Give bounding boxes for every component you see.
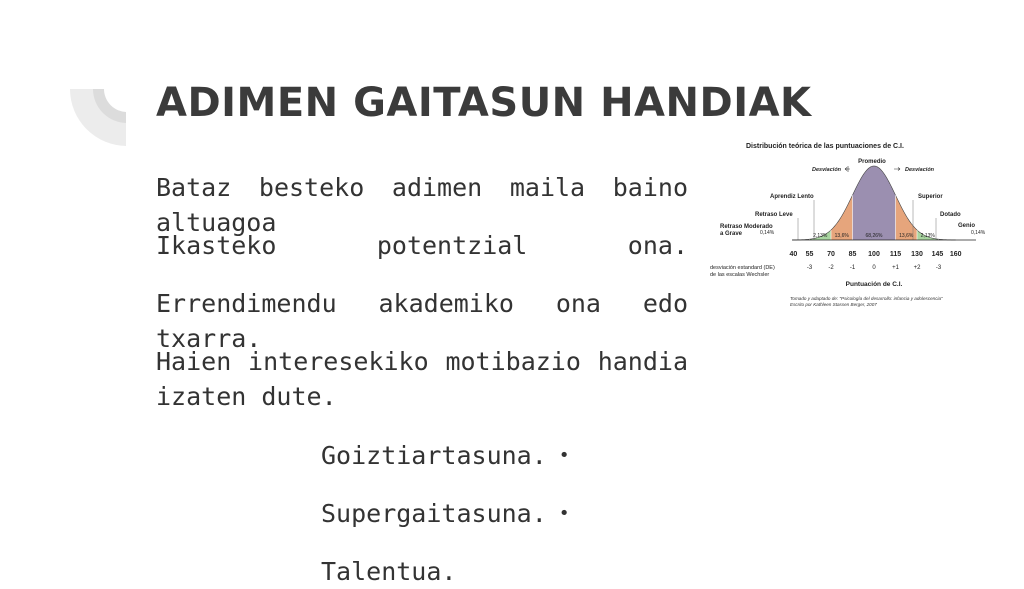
pct-band-label: 2,13% [920, 233, 935, 239]
bullet-item: Errendimendu akademiko ona edo txarra. [156, 289, 688, 353]
iq-distribution-svg [708, 136, 994, 314]
iq-tick-labels [789, 251, 961, 258]
pct-band-label: 13,6% [899, 233, 914, 239]
arrow-left-icon [845, 168, 850, 171]
bullet-item: Bataz besteko adimen maila baino altuagoa [156, 173, 688, 237]
sub-item-label: Goiztiartasuna. [321, 441, 547, 470]
sd-tick-label: -3 [806, 265, 813, 271]
label-retraso-moderado: Retraso Moderado [720, 224, 773, 230]
figure-title: Distribución teórica de las puntuaciones de C.I. [746, 143, 904, 150]
iq-distribution-figure [708, 136, 994, 314]
iq-tick-label: 160 [949, 251, 962, 258]
label-desviacion-left: Desviación [812, 167, 842, 173]
iq-tick-label: 130 [911, 251, 923, 258]
arrow-right-icon [894, 168, 900, 171]
bullet-item: Haien interesekiko motibazio handia izaten dute. [156, 347, 688, 411]
source-line: Tomado y adaptado de: "Psicología del desarrollo: infancia y adolescencia" [790, 296, 943, 301]
sd-tick-label: -2 [828, 265, 834, 271]
iq-tick-label: 70 [827, 251, 835, 258]
sd-tick-label: -1 [849, 265, 856, 271]
label-superior: Superior [918, 194, 943, 200]
label-a-grave: a Grave [720, 231, 743, 237]
iq-tick-label: 115 [889, 251, 902, 258]
label-genio: Genio [958, 223, 976, 229]
x-axis-label: Puntuación de C.I. [845, 281, 903, 288]
corner-decoration [70, 89, 126, 146]
bullet-dot-icon: • [558, 445, 570, 466]
iq-tick-label: 55 [805, 251, 814, 258]
sub-item [321, 496, 570, 531]
iq-tick-label: 145 [931, 251, 944, 258]
pct-band-label: 13,6% [834, 233, 849, 239]
curve-band-center [853, 166, 896, 240]
bullet-dot-icon: • [558, 503, 570, 524]
source-line: Escrito por Kathleen Stassen Berger, 2007 [790, 302, 877, 307]
bullet-item: Ikasteko potentzial ona. [156, 231, 688, 260]
label-desviacion-right: Desviación [905, 167, 935, 173]
sd-tick-label: +2 [913, 265, 921, 271]
sd-tick-label: 0 [872, 265, 876, 271]
pct-tail-left: 0,14% [760, 230, 775, 236]
sd-tick-label: +1 [892, 265, 899, 271]
label-retraso-leve: Retraso Leve [755, 212, 793, 218]
sub-item [321, 554, 456, 589]
pct-tail-right: 0,14% [971, 230, 986, 236]
iq-tick-label: 100 [868, 251, 880, 258]
sub-item-label: Supergaitasuna. [321, 499, 547, 528]
label-dotado: Dotado [940, 212, 961, 218]
iq-tick-label: 40 [789, 251, 798, 258]
slide-title: ADIMEN GAITASUN HANDIAK [156, 80, 812, 126]
sd-row-label: desviación estandard (DE) [710, 265, 775, 271]
label-promedio: Promedio [858, 159, 886, 165]
iq-tick-label: 85 [848, 251, 857, 258]
pct-band-label: 68,26% [865, 233, 883, 239]
sub-item [321, 438, 570, 473]
sd-tick-label: -3 [935, 265, 942, 271]
pct-band-label: 2,13% [813, 233, 828, 239]
sd-tick-labels [807, 265, 942, 271]
sd-row-label: de las escalas Wechsler [710, 272, 770, 278]
label-aprendiz-lento: Aprendiz Lento [770, 194, 814, 200]
bell-curve [792, 166, 955, 240]
sub-item-label: Talentua. [321, 557, 457, 586]
